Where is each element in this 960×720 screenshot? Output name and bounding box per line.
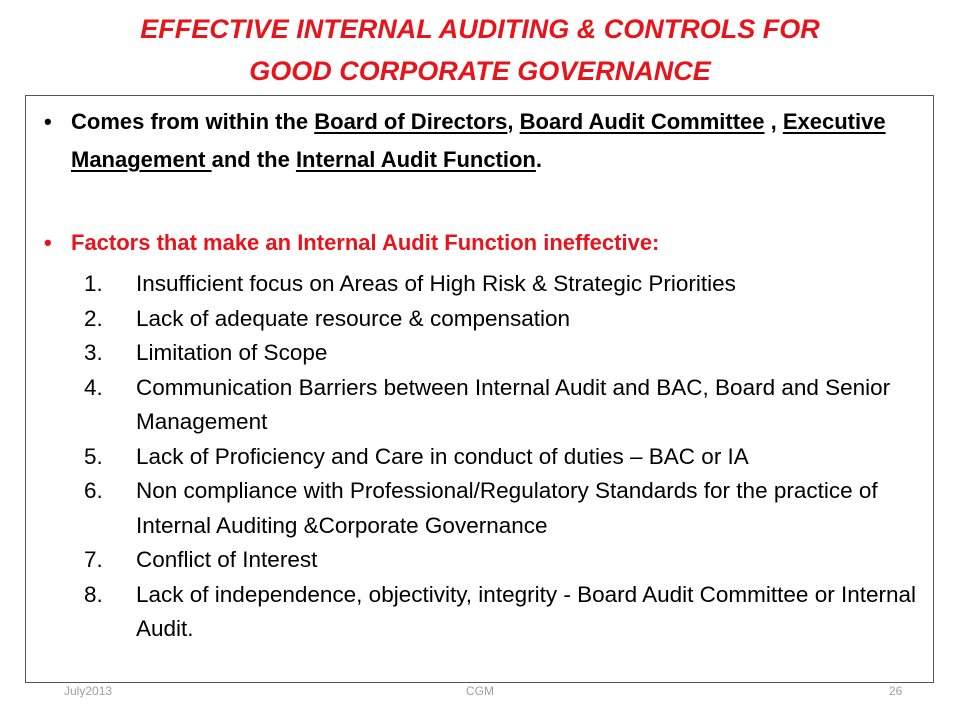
item-text: Non compliance with Professional/Regulatory Standards for the practice of Internal Auditing &Corporate Governance	[136, 478, 878, 538]
executive-management-link: Executive Management	[71, 109, 886, 172]
list-item	[84, 578, 924, 647]
item-text: Lack of Proficiency and Care in conduct of duties – BAC or IA	[136, 443, 749, 469]
list-item	[84, 371, 924, 440]
footer-author: CGM	[466, 684, 494, 698]
item-number: 5.	[84, 443, 103, 469]
slide-title	[0, 8, 960, 92]
board-audit-committee-link: Board Audit Committee	[519, 109, 765, 134]
item-text: Insufficient focus on Areas of High Risk & Strategic Priorities	[136, 271, 736, 296]
item-text: Limitation of Scope	[136, 340, 328, 365]
item-text: Communication Barriers between Internal Audit and BAC, Board and Senior Management	[136, 374, 891, 434]
footer-page-number: 26	[889, 684, 903, 698]
item-text: Lack of adequate resource & compensation	[136, 305, 571, 331]
bullet-1-part-5: ,	[764, 109, 783, 134]
bullet-1-part-3: ,	[507, 109, 520, 134]
board-of-directors-link: Board of Directors	[314, 109, 508, 134]
bullet-1-text	[71, 103, 904, 179]
bullet-2	[44, 224, 904, 262]
list-item	[84, 267, 924, 302]
list-item	[84, 440, 924, 475]
bullet-1-part-7: and the	[211, 147, 296, 172]
item-number: 1.	[84, 271, 103, 296]
bullet-dot: •	[44, 109, 52, 134]
item-number: 4.	[84, 374, 103, 400]
bullet-1	[44, 103, 904, 179]
footer-date: July2013	[64, 684, 113, 698]
item-text: Conflict of Interest	[136, 547, 318, 572]
list-item	[84, 543, 924, 578]
item-number: 7.	[84, 547, 103, 572]
item-number: 6.	[84, 478, 103, 503]
factors-list	[84, 267, 924, 647]
item-text: Lack of independence, objectivity, integrity - Board Audit Committee or Internal Audit.	[136, 581, 916, 641]
item-number: 2.	[84, 305, 103, 331]
internal-audit-function-link: Internal Audit Function	[295, 147, 536, 172]
item-number: 3.	[84, 340, 103, 365]
title-line-1: EFFECTIVE INTERNAL AUDITING & CONTROLS FOR	[140, 14, 820, 44]
title-line-2: GOOD CORPORATE GOVERNANCE	[249, 56, 711, 86]
bullet-1-part-1: Comes from within the	[71, 109, 315, 134]
list-item	[84, 302, 924, 337]
bullet-2-text: Factors that make an Internal Audit Function ineffective:	[71, 230, 660, 255]
list-item	[84, 336, 924, 371]
item-number: 8.	[84, 581, 103, 607]
bullet-dot: •	[44, 230, 52, 255]
bullet-1-part-9: .	[535, 147, 542, 172]
list-item	[84, 474, 924, 543]
